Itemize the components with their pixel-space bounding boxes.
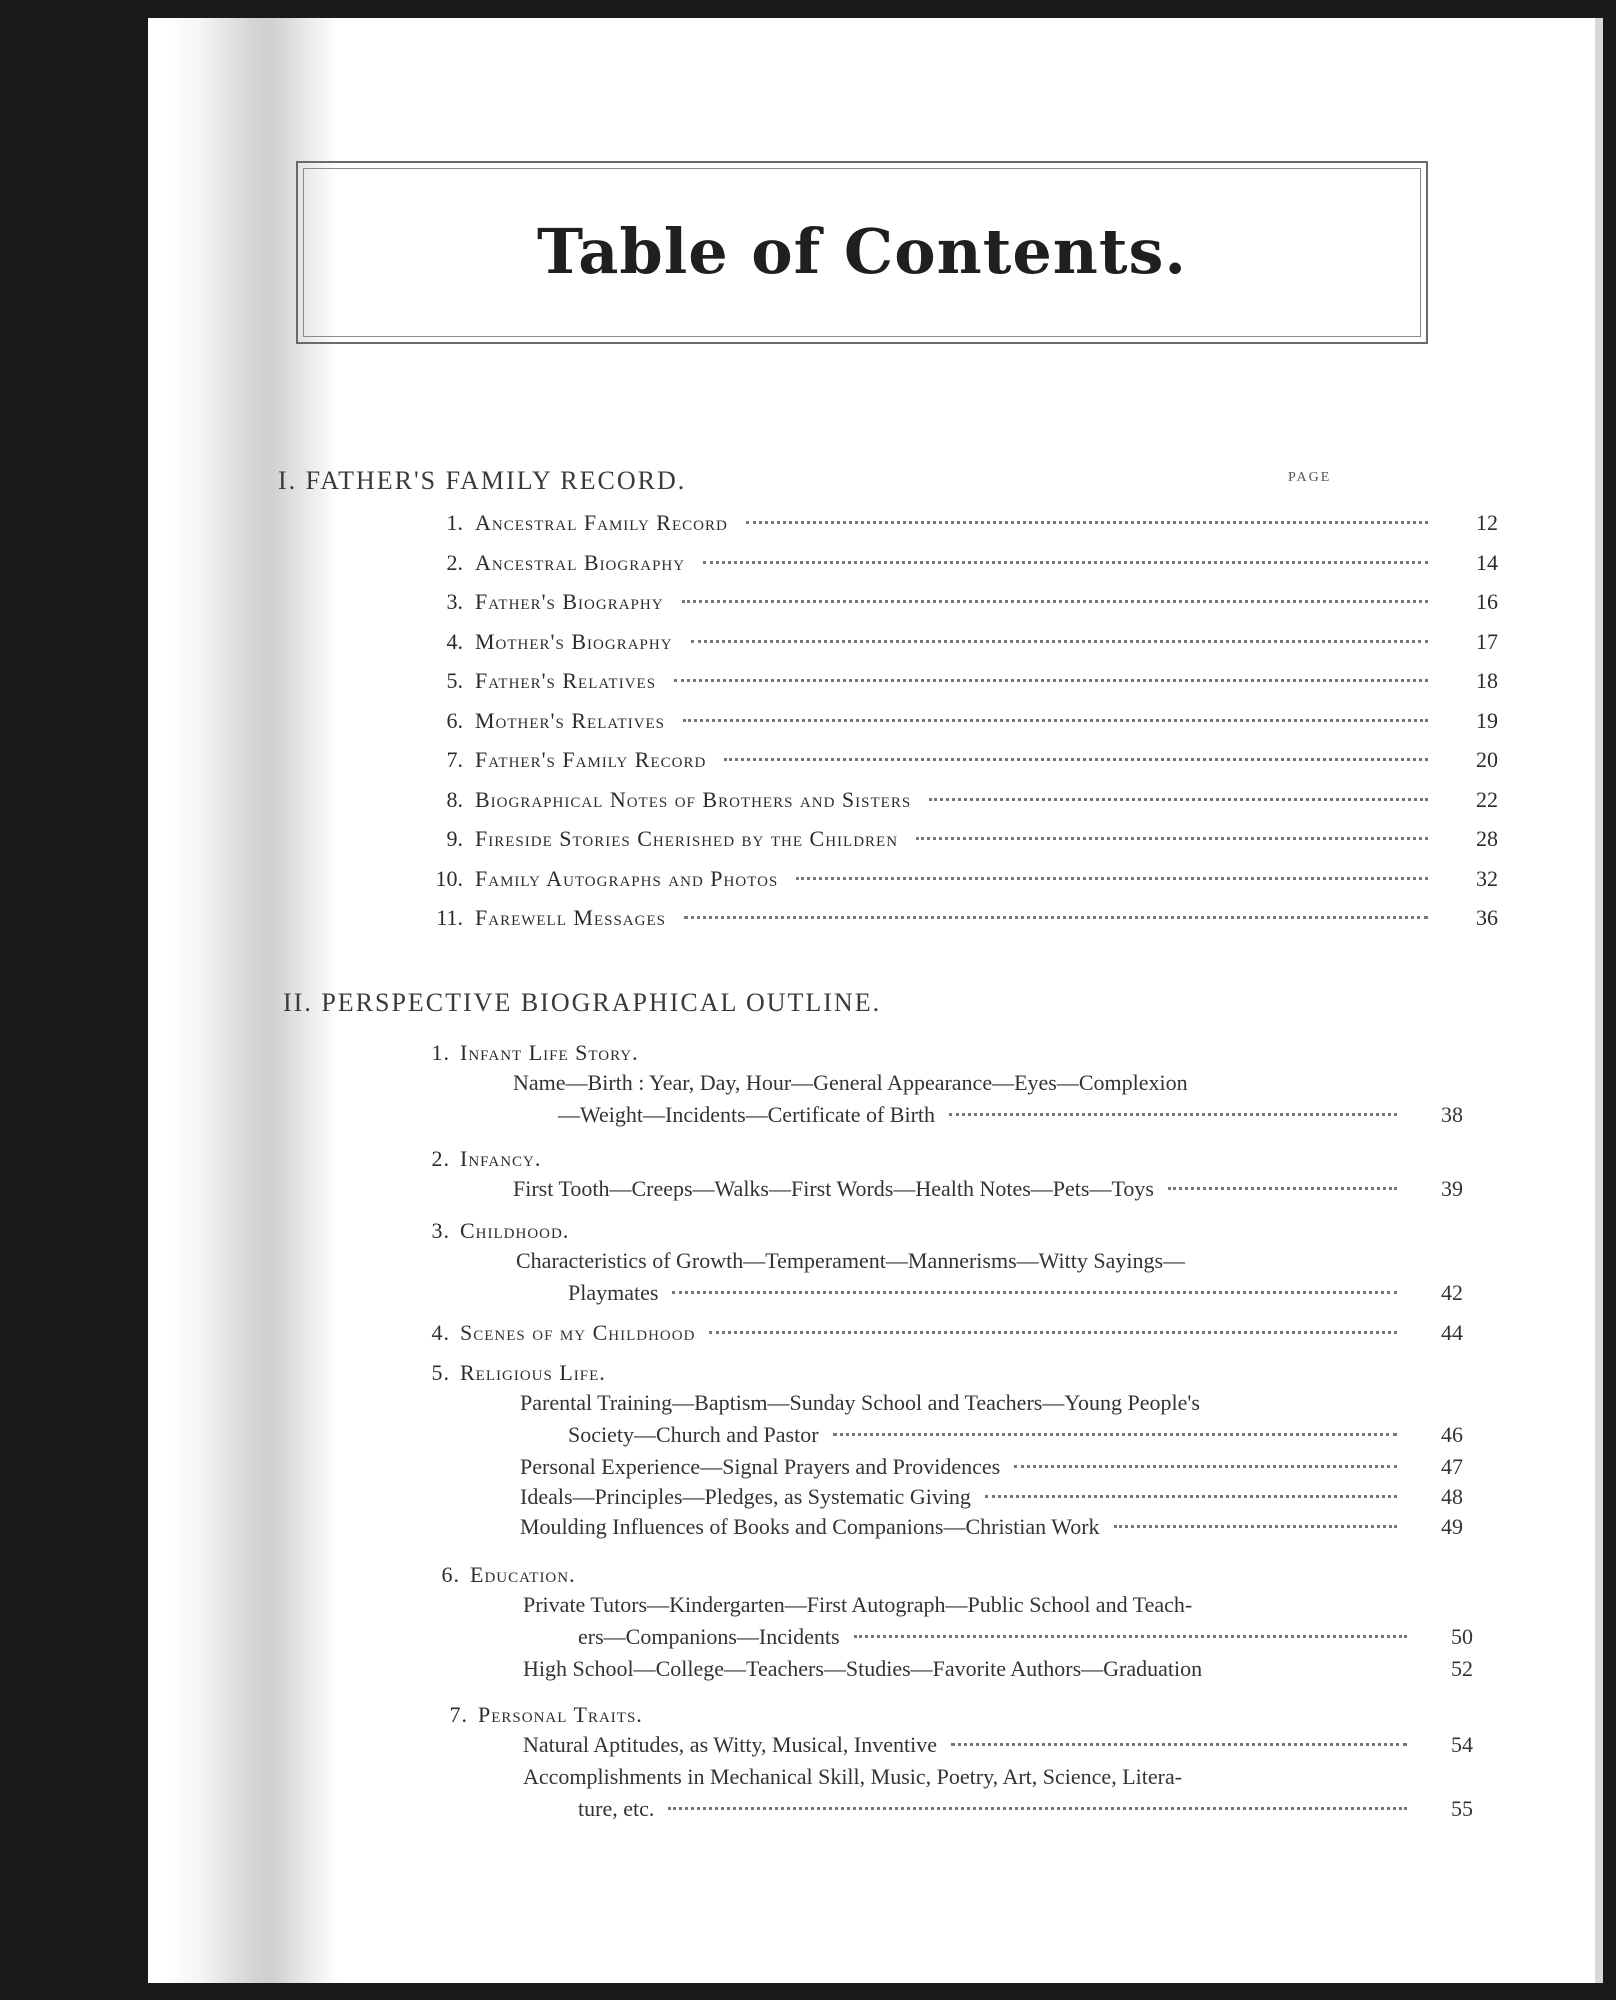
leader-dots	[929, 797, 1428, 801]
s7-line2: Accomplishments in Mechanical Skill, Music, Poetry, Art, Science, Litera-	[523, 1764, 1183, 1789]
title-frame	[296, 161, 1428, 344]
s7-num: 7.	[449, 1702, 468, 1727]
s5-line5-row	[520, 1514, 1463, 1540]
entry-title: Biographical Notes of Brothers and Sisters	[475, 786, 912, 812]
s7-line3: ture, etc.	[578, 1796, 655, 1821]
page-column-label: PAGE	[1288, 470, 1332, 485]
entry-number: 7.	[446, 747, 463, 772]
s5-title-text: Religious Life.	[460, 1360, 606, 1385]
entry-number: 1.	[446, 510, 463, 535]
s7-title-text: Personal Traits.	[478, 1702, 643, 1727]
s7-line1-row	[523, 1732, 1473, 1758]
entry-page: 22	[1476, 786, 1498, 812]
leader-dots	[682, 599, 1428, 603]
s5-page2: 46	[1441, 1422, 1463, 1447]
toc-entry	[423, 629, 1498, 663]
s3-num: 3.	[431, 1218, 450, 1243]
entry-number: 4.	[446, 628, 463, 654]
s1-page: 38	[1441, 1102, 1463, 1127]
s4-row	[420, 1320, 1463, 1346]
leader-dots	[949, 1112, 1397, 1116]
leader-dots	[833, 1432, 1397, 1436]
s3-line2-row	[568, 1280, 1463, 1306]
leader-dots	[724, 757, 1428, 761]
entry-title: Farewell Messages	[475, 905, 666, 930]
s2-line1: First Tooth—Creeps—Walks—First Words—Health Notes—Pets—Toys	[513, 1176, 1154, 1201]
entry-number: 8.	[446, 786, 463, 812]
s6-line3-row	[523, 1656, 1473, 1682]
entry-page: 32	[1476, 865, 1498, 891]
s7-page3: 55	[1451, 1796, 1473, 1821]
s1-line1: Name—Birth : Year, Day, Hour—General Appearance—Eyes—Complexion	[513, 1070, 1188, 1095]
leader-dots	[951, 1742, 1407, 1746]
leader-dots	[1114, 1524, 1397, 1528]
s1-line2-row	[558, 1102, 1463, 1128]
toc-entry	[423, 866, 1498, 900]
leader-dots	[674, 678, 1428, 682]
entry-number: 6.	[446, 707, 463, 733]
entry-number: 11.	[436, 905, 463, 930]
entry-title: Ancestral Family Record	[475, 510, 728, 535]
leader-dots	[1014, 1464, 1397, 1468]
entry-title: Ancestral Biography	[475, 549, 686, 575]
leader-dots	[683, 718, 1428, 722]
s6-title-text: Education.	[470, 1562, 576, 1587]
s7-page1: 54	[1451, 1732, 1473, 1757]
s5-line2-row	[568, 1422, 1463, 1448]
s6-title	[430, 1562, 576, 1588]
book-page	[148, 18, 1603, 1983]
entry-page: 20	[1476, 747, 1498, 772]
toc-entry	[423, 708, 1498, 742]
s5-line3: Personal Experience—Signal Prayers and Providences	[520, 1454, 1001, 1479]
s5-line2: Society—Church and Pastor	[568, 1422, 819, 1447]
s5-num: 5.	[431, 1360, 450, 1385]
leader-dots	[703, 560, 1428, 564]
s2-title	[420, 1146, 541, 1172]
entry-page: 12	[1476, 510, 1498, 535]
entry-page: 14	[1476, 549, 1498, 575]
s5-page3: 47	[1441, 1454, 1463, 1479]
toc-entry	[423, 510, 1498, 544]
entry-number: 5.	[446, 668, 463, 693]
s1-title	[420, 1040, 639, 1066]
s5-line1: Parental Training—Baptism—Sunday School and Teachers—Young People's	[520, 1390, 1200, 1415]
entry-title: Father's Biography	[475, 589, 664, 614]
leader-dots	[709, 1330, 1397, 1334]
entry-page: 16	[1476, 589, 1498, 614]
leader-dots	[746, 520, 1428, 524]
toc-entry	[423, 905, 1498, 939]
leader-dots	[854, 1634, 1407, 1638]
s1-title-text: Infant Life Story.	[460, 1040, 639, 1065]
part1-heading: I. FATHER'S FAMILY RECORD.	[278, 466, 687, 495]
leader-dots	[1168, 1186, 1397, 1190]
leader-dots	[684, 915, 1428, 919]
part2-heading: II. PERSPECTIVE BIOGRAPHICAL OUTLINE.	[283, 988, 882, 1017]
toc-entry	[423, 826, 1498, 860]
s1-num: 1.	[431, 1040, 450, 1065]
s6-num: 6.	[441, 1562, 460, 1587]
leader-dots	[916, 836, 1428, 840]
entry-title: Father's Relatives	[475, 668, 657, 693]
s3-page: 42	[1441, 1280, 1463, 1305]
s5-page4: 48	[1441, 1484, 1463, 1509]
leader-dots	[1216, 1669, 1407, 1670]
leader-dots	[668, 1806, 1407, 1810]
entry-number: 3.	[446, 589, 463, 614]
page-title: Table of Contents.	[537, 215, 1187, 288]
s6-page2: 50	[1451, 1624, 1473, 1649]
toc-entry	[423, 550, 1498, 584]
s7-line1: Natural Aptitudes, as Witty, Musical, Inventive	[523, 1732, 937, 1757]
leader-dots	[672, 1290, 1397, 1294]
entry-page: 28	[1476, 826, 1498, 851]
entry-title: Mother's Biography	[475, 628, 673, 654]
s2-page: 39	[1441, 1176, 1463, 1201]
s4-title	[420, 1320, 695, 1346]
s6-page3: 52	[1451, 1656, 1473, 1681]
s7-title	[438, 1702, 643, 1728]
s3-title-text: Childhood.	[460, 1218, 570, 1243]
leader-dots	[796, 876, 1428, 880]
toc-entry	[423, 589, 1498, 623]
leader-dots	[985, 1494, 1397, 1498]
s3-title	[420, 1218, 569, 1244]
s5-line4: Ideals—Principles—Pledges, as Systematic Giving	[520, 1484, 971, 1509]
entry-number: 10.	[435, 865, 463, 891]
s1-line2: —Weight—Incidents—Certificate of Birth	[558, 1102, 936, 1127]
page-edge	[1595, 18, 1603, 1983]
s7-line3-row	[578, 1796, 1473, 1822]
s5-line5: Moulding Influences of Books and Companions—Christian Work	[520, 1514, 1100, 1539]
entry-page: 17	[1476, 628, 1498, 654]
s2-num: 2.	[431, 1146, 450, 1171]
s3-line2: Playmates	[568, 1280, 659, 1305]
entry-page: 19	[1476, 707, 1498, 733]
s4-title-text: Scenes of my Childhood	[460, 1320, 696, 1345]
entry-title: Father's Family Record	[475, 747, 707, 772]
toc-entry	[423, 747, 1498, 781]
toc-entry	[423, 668, 1498, 702]
entry-number: 9.	[446, 826, 463, 851]
s5-title	[420, 1360, 606, 1386]
entry-number: 2.	[446, 549, 463, 575]
toc-entry	[423, 787, 1498, 821]
s3-line1: Characteristics of Growth—Temperament—Mannerisms—Witty Sayings—	[516, 1248, 1186, 1273]
s2-title-text: Infancy.	[460, 1146, 542, 1171]
s6-line2-row	[578, 1624, 1473, 1650]
s6-line2: ers—Companions—Incidents	[578, 1624, 840, 1649]
s4-page: 44	[1441, 1320, 1463, 1345]
s4-num: 4.	[431, 1320, 450, 1345]
entry-page: 36	[1476, 905, 1498, 930]
s6-line3: High School—College—Teachers—Studies—Favorite Authors—Graduation	[523, 1656, 1203, 1681]
entry-page: 18	[1476, 668, 1498, 693]
s5-line3-row	[520, 1454, 1463, 1480]
s5-line4-row	[520, 1484, 1463, 1510]
leader-dots	[691, 639, 1428, 643]
s6-line1: Private Tutors—Kindergarten—First Autograph—Public School and Teach-	[523, 1592, 1193, 1617]
s2-line1-row	[513, 1176, 1463, 1202]
entry-title: Mother's Relatives	[475, 707, 666, 733]
entry-title: Fireside Stories Cherished by the Children	[475, 826, 899, 851]
entry-title: Family Autographs and Photos	[475, 865, 779, 891]
s5-page5: 49	[1441, 1514, 1463, 1539]
